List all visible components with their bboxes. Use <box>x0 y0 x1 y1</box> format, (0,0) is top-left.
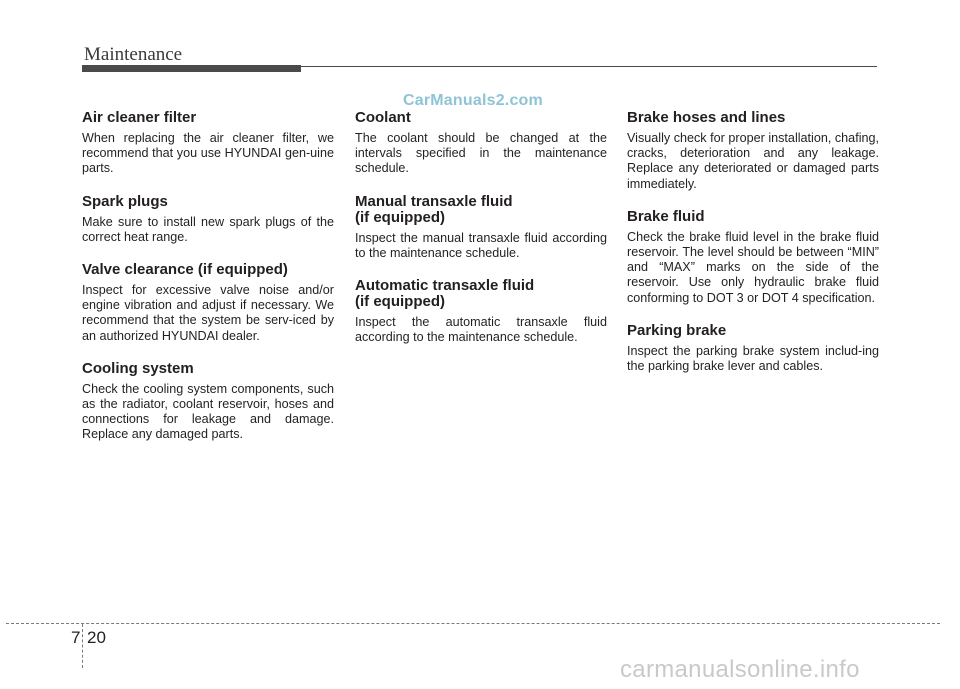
section-heading <box>355 194 607 226</box>
heading-line-1: Automatic transaxle fluid <box>355 277 535 295</box>
section-body: Inspect for excessive valve noise and/or engine vibration and adjust if necessary. We recommend that the system be serv-iced by an authorized HYUNDAI dealer. <box>82 283 334 343</box>
section-heading: Valve clearance (if equipped) <box>82 261 288 279</box>
section-heading: Brake hoses and lines <box>627 109 786 126</box>
chapter-number: 7 <box>71 628 81 647</box>
section-body: When replacing the air cleaner filter, we recommend that you use HYUNDAI gen-uine parts. <box>82 131 334 176</box>
section-manual-transaxle-fluid <box>355 194 607 261</box>
column-1 <box>82 110 334 460</box>
section-cooling-system <box>82 361 334 443</box>
top-watermark-link[interactable]: CarManuals2.com <box>403 92 543 109</box>
section-heading: Spark plugs <box>82 192 168 210</box>
section-valve-clearance <box>82 262 334 344</box>
section-heading: Parking brake <box>627 321 727 339</box>
footer-divider <box>82 624 83 668</box>
section-body: Visually check for proper installation, chafing, cracks, deterioration and any leakage. Replace any deteriorated or damaged parts immediately. <box>627 131 879 191</box>
footer-rule <box>6 623 940 624</box>
column-3 <box>627 110 879 391</box>
section-heading <box>355 278 607 310</box>
section-air-cleaner-filter <box>82 110 334 177</box>
bottom-watermark-link[interactable]: carmanualsonline.info <box>620 656 860 683</box>
section-coolant <box>355 110 607 177</box>
section-body: Inspect the manual transaxle fluid according to the maintenance schedule. <box>355 230 607 260</box>
section-automatic-transaxle-fluid <box>355 278 607 345</box>
section-heading: Cooling system <box>82 359 194 377</box>
page-number: 20 <box>87 628 106 647</box>
column-2 <box>355 110 607 362</box>
section-heading: Brake fluid <box>627 207 705 225</box>
section-brake-fluid <box>627 209 879 306</box>
header-title: Maintenance <box>84 44 183 65</box>
section-heading: Air cleaner filter <box>82 109 197 126</box>
section-brake-hoses-and-lines <box>627 110 879 192</box>
section-body: Inspect the automatic transaxle fluid according to the maintenance schedule. <box>355 315 607 345</box>
section-body: Make sure to install new spark plugs of the correct heat range. <box>82 214 334 244</box>
section-body: The coolant should be changed at the intervals specified in the maintenance schedule. <box>355 131 607 176</box>
section-body: Check the cooling system components, such as the radiator, coolant reservoir, hoses and connections for leakage and damage. Replace any damaged parts. <box>82 381 334 442</box>
heading-line-2: (if equipped) <box>355 208 445 226</box>
section-spark-plugs <box>82 194 334 245</box>
section-body: Check the brake fluid level in the brake fluid reservoir. The level should be between “MIN” and “MAX” marks on the side of the reservoir. Use only hydraulic brake fluid conforming to DOT 3 or DOT 4 specification. <box>627 229 879 305</box>
heading-line-1: Manual transaxle fluid <box>355 192 513 210</box>
section-heading: Coolant <box>355 109 411 126</box>
heading-line-2: (if equipped) <box>355 293 445 311</box>
section-parking-brake <box>627 323 879 374</box>
section-body: Inspect the parking brake system includ-ing the parking brake lever and cables. <box>627 343 879 374</box>
header-rule <box>82 66 877 67</box>
